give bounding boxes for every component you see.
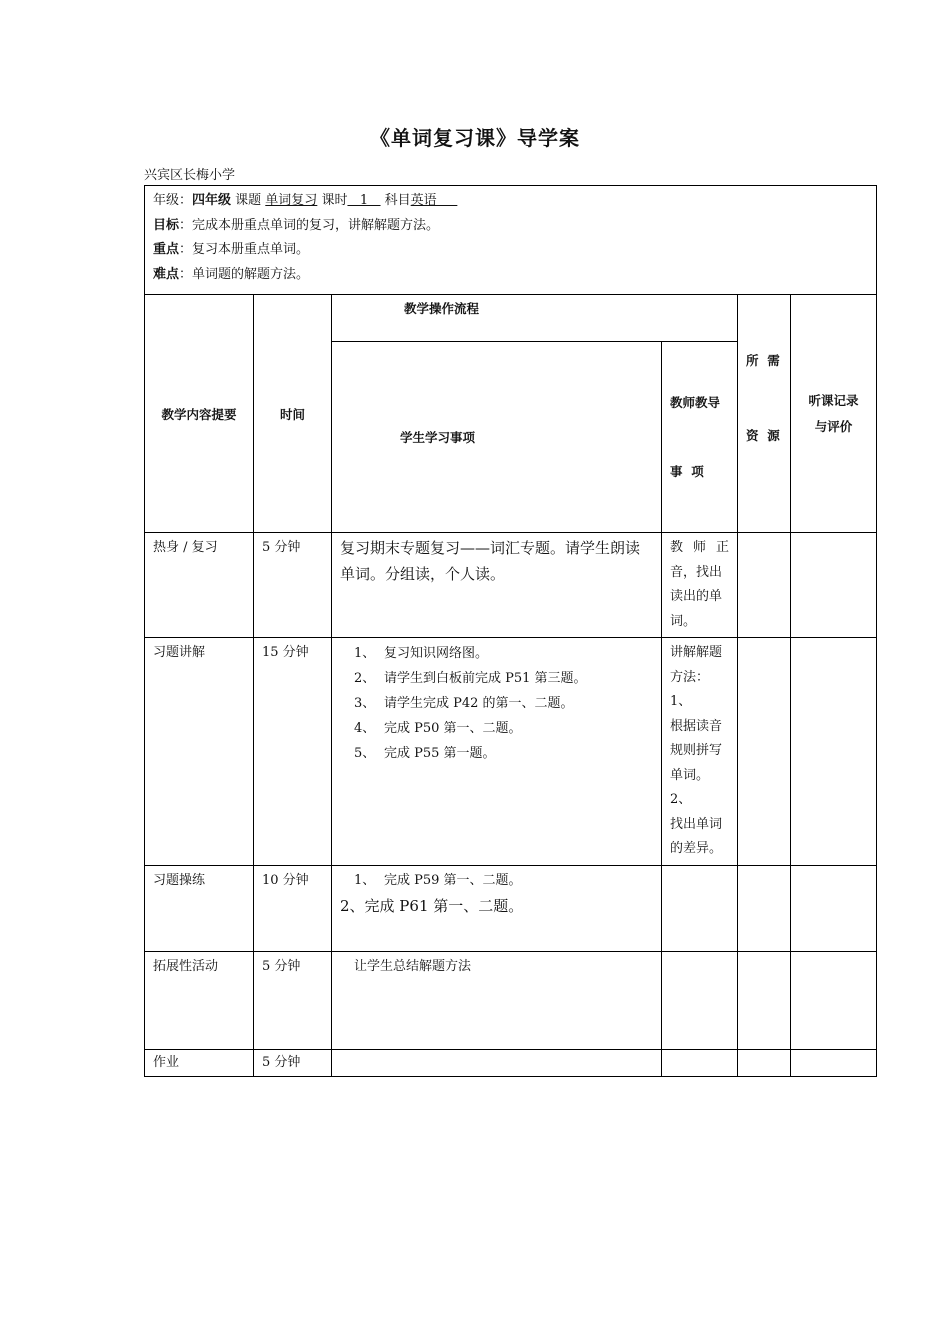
header-teacher-line-2: 事 项: [670, 464, 704, 479]
row-record: [791, 951, 877, 1049]
row-content: 习题操练: [145, 865, 254, 951]
list-item: 2、完成 P61 第一、二题。: [340, 896, 524, 915]
key-point-line: [153, 238, 868, 263]
header-flow: 教学操作流程: [332, 295, 738, 342]
header-resource-line-1: 所 需: [746, 353, 780, 368]
table-row: [145, 951, 877, 1049]
table-row: [145, 533, 877, 638]
teacher-note-line: 教 师 正: [670, 540, 729, 555]
subject-label: 科目: [380, 193, 411, 208]
row-resource: [738, 951, 791, 1049]
goal-text: ：完成本册重点单词的复习，讲解解题方法。: [179, 217, 440, 233]
row-content: 拓展性活动: [145, 951, 254, 1049]
row-student: [332, 638, 662, 866]
goal-line: [153, 214, 868, 239]
teacher-note-line: 音，找出: [670, 564, 723, 580]
list-number: 1、: [354, 872, 376, 888]
school-name: 兴宾区长梅小学: [144, 168, 236, 183]
period-value: 1: [347, 193, 381, 208]
row-record: [791, 638, 877, 866]
header-teacher: [662, 342, 738, 533]
row-resource: [738, 533, 791, 638]
key-point-text: ：复习本册重点单词。: [179, 242, 310, 257]
row-teacher: [662, 1049, 738, 1076]
grade-value: 四年级: [192, 193, 232, 208]
row-record: [791, 1049, 877, 1076]
list-number: 2、: [354, 671, 376, 686]
list-text: 请学生完成 P42 的第一、二题。: [384, 696, 574, 711]
subject-value: 英语: [410, 193, 458, 208]
grade-line: [153, 189, 868, 214]
row-student: [332, 1049, 662, 1076]
row-teacher: [662, 951, 738, 1049]
header-time: 时间: [254, 295, 332, 533]
row-time: 15 分钟: [254, 638, 332, 866]
header-record-line-2: 与评价: [814, 418, 853, 434]
table-row: [145, 638, 877, 866]
difficulty-label: 难点: [153, 266, 180, 282]
header-content: 教学内容提要: [145, 295, 254, 533]
row-student: 让学生总结解题方法: [332, 951, 662, 1049]
difficulty-line: [153, 263, 868, 288]
list-item: [354, 641, 653, 666]
row-time: 5 分钟: [254, 951, 332, 1049]
list-item: [340, 869, 653, 893]
teacher-note-line: 找出单词: [670, 816, 723, 832]
row-record: [791, 865, 877, 951]
header-resource-line-2: 资 源: [746, 428, 780, 443]
teacher-note-line: 根据读音: [670, 718, 723, 734]
period-label: 课时: [317, 193, 348, 208]
difficulty-text: ：单词题的解题方法。: [179, 266, 310, 282]
row-teacher: [662, 533, 738, 638]
row-content: 习题讲解: [145, 638, 254, 866]
row-student: [332, 865, 662, 951]
row-resource: [738, 1049, 791, 1076]
row-content: 作业: [145, 1049, 254, 1076]
list-item: [354, 666, 653, 691]
list-text: 完成 P59 第一、二题。: [384, 872, 522, 888]
teacher-note-line: 的差异。: [670, 841, 723, 856]
lesson-plan-table: [144, 185, 877, 1077]
teacher-note-line: 规则拼写: [670, 743, 723, 758]
list-text: 请学生到白板前完成 P51 第三题。: [384, 671, 587, 686]
list-item: [354, 691, 653, 716]
teacher-note-line: 方法：1、: [670, 669, 710, 709]
header-resource: [738, 295, 791, 533]
teacher-note-line: 讲解解题: [670, 645, 723, 660]
grade-label: 年级：: [153, 193, 193, 208]
list-text: 完成 P50 第一、二题。: [384, 721, 522, 736]
row-time: 5 分钟: [254, 533, 332, 638]
teacher-note-line: 读出的单: [670, 589, 723, 604]
header-student: 学生学习事项: [332, 342, 662, 533]
teacher-note-line: 词。: [670, 613, 697, 629]
row-teacher: [662, 865, 738, 951]
row-time: 5 分钟: [254, 1049, 332, 1076]
header-teacher-line-1: 教师教导: [670, 395, 721, 410]
list-number: 1、: [354, 646, 376, 661]
row-record: [791, 533, 877, 638]
list-number: 3、: [354, 696, 376, 711]
list-text: 完成 P55 第一题。: [384, 746, 496, 761]
teacher-note-line: 单词。2、: [670, 767, 710, 807]
list-item: [354, 741, 653, 766]
topic-value: 单词复习: [265, 193, 318, 208]
row-student: 复习期末专题复习——词汇专题。请学生朗读单词。分组读，个人读。: [332, 533, 662, 638]
list-number: 4、: [354, 721, 376, 736]
row-resource: [738, 638, 791, 866]
row-time: 10 分钟: [254, 865, 332, 951]
row-content: 热身 / 复习: [145, 533, 254, 638]
lesson-info-cell: [145, 186, 877, 295]
key-point-label: 重点: [153, 242, 180, 257]
header-record: [791, 295, 877, 533]
page-title: 《单词复习课》导学案: [370, 126, 580, 150]
header-record-line-1: 听课记录: [808, 392, 859, 408]
list-item: [354, 716, 653, 741]
goal-label: 目标: [153, 217, 180, 233]
list-number: 5、: [354, 746, 376, 761]
row-resource: [738, 865, 791, 951]
table-row: [145, 1049, 877, 1076]
topic-label: 课题: [231, 193, 266, 208]
table-row: [145, 865, 877, 951]
row-teacher: [662, 638, 738, 866]
list-text: 复习知识网络图。: [384, 646, 489, 661]
